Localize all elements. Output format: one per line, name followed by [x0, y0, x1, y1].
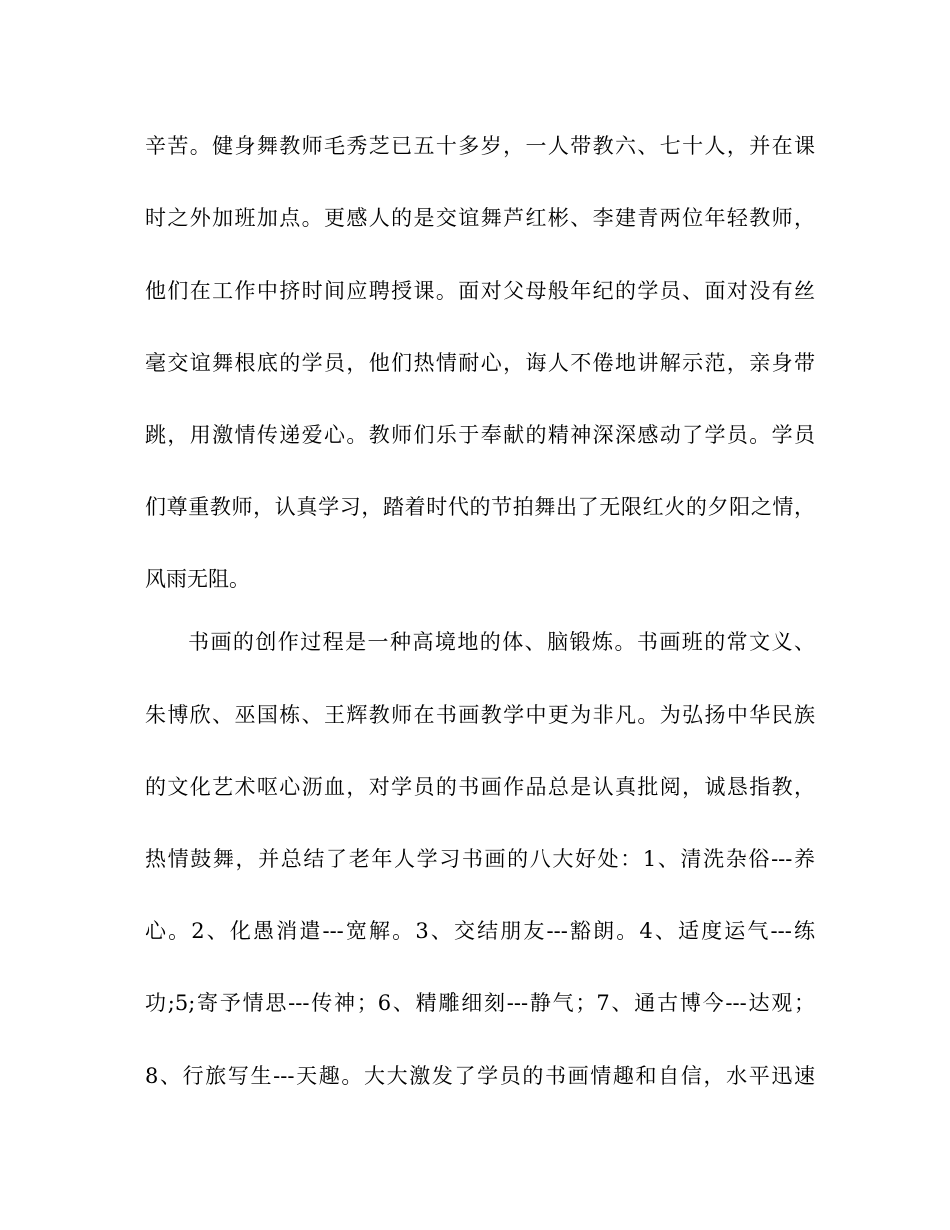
paragraph-2-line-2: 朱博欣、巫国栋、王辉教师在书画教学中更为非凡。为弘扬中华民族: [145, 703, 815, 727]
paragraph-1-line-2: 时之外加班加点。更感人的是交谊舞芦红彬、李建青两位年轻教师，: [145, 206, 815, 230]
paragraph-1-line-5: 跳，用激情传递爱心。教师们乐于奉献的精神深深感动了学员。学员: [145, 423, 815, 447]
paragraph-2-line-3: 的文化艺术呕心沥血，对学员的书画作品总是认真批阅，诚恳指教，: [145, 775, 815, 799]
paragraph-1-line-4: 毫交谊舞根底的学员，他们热情耐心，诲人不倦地讲解示范，亲身带: [145, 351, 815, 375]
paragraph-1-line-1: 辛苦。健身舞教师毛秀芝已五十多岁，一人带教六、七十人，并在课: [145, 134, 815, 158]
paragraph-1-line-3: 他们在工作中挤时间应聘授课。面对父母般年纪的学员、面对没有丝: [145, 279, 815, 303]
paragraph-2-line-4: 热情鼓舞，并总结了老年人学习书画的八大好处：1、清洗杂俗---养: [145, 847, 815, 871]
paragraph-2-line-7: 8、行旅写生---天趣。大大激发了学员的书画情趣和自信，水平迅速: [145, 1064, 815, 1088]
paragraph-1-line-7: 风雨无阻。: [145, 567, 250, 591]
paragraph-2-line-1: 书画的创作过程是一种高境地的体、脑锻炼。书画班的常文义、: [188, 630, 815, 654]
paragraph-1-line-6: 们尊重教师，认真学习，踏着时代的节拍舞出了无限红火的夕阳之情，: [145, 495, 815, 519]
paragraph-2-line-6: 功;5;寄予情思---传神；6、精雕细刻---静气；7、通古博今---达观；: [145, 991, 815, 1015]
paragraph-2-line-5: 心。2、化愚消遣---宽解。3、交结朋友---豁朗。4、适度运气---练: [145, 919, 815, 943]
